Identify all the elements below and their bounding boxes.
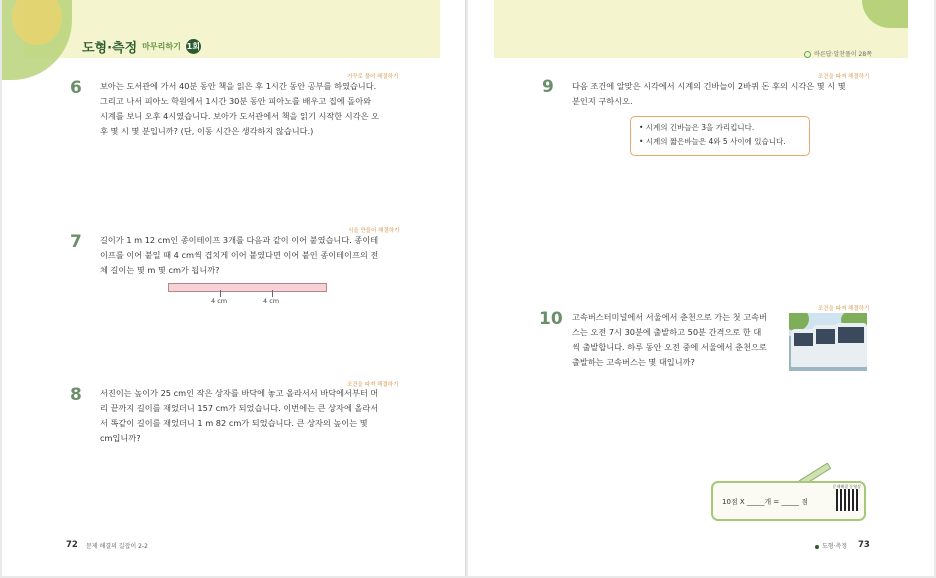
qr-code-icon[interactable] bbox=[836, 489, 858, 511]
problem-tag: 조건을 따져 해결하기 bbox=[818, 74, 870, 80]
problem-number: 9 bbox=[542, 77, 554, 97]
problem-line: 후 몇 시 몇 분입니까? (단, 이동 시간은 생각하지 않습니다.) bbox=[100, 126, 314, 136]
problem-line: 리 끝까지 길이를 재었더니 157 cm가 되었습니다. 이번에는 큰 상자에 올라서 bbox=[100, 403, 379, 413]
problem-line: 다음 조건에 알맞은 시각에서 시계의 긴바늘이 2바퀴 돈 후의 시각은 몇 시 몇 bbox=[572, 81, 846, 91]
answer-reference bbox=[804, 49, 872, 58]
problem-line: 고속버스터미널에서 서울에서 춘천으로 가는 첫 고속버 bbox=[572, 312, 767, 322]
score-box bbox=[711, 481, 866, 521]
problem-line: 이프를 이어 붙일 때 4 cm씩 겹치게 이어 붙였다면 이어 붙인 종이테이프의 전 bbox=[100, 250, 379, 260]
problem-tag: 조건을 따져 해결하기 bbox=[347, 382, 399, 388]
problem-line: 씩 출발합니다. 하루 동안 오전 중에 서울에서 춘천으로 bbox=[572, 342, 767, 352]
problem-line: 그리고 나서 피아노 학원에서 1시간 30분 동안 피아노를 배우고 집에 돌아와 bbox=[100, 96, 372, 106]
problem-text bbox=[572, 79, 846, 109]
problem-line: 길이가 1 m 12 cm인 종이테이프 3개를 다음과 같이 이어 붙였습니다. 종이테 bbox=[100, 235, 379, 245]
problem-text bbox=[100, 79, 379, 139]
problem-text bbox=[100, 233, 378, 278]
overlap-marker bbox=[220, 290, 221, 297]
footer-section-text: 도형·측정 bbox=[822, 543, 848, 550]
problem-line: 서진이는 높이가 25 cm인 작은 상자를 바닥에 놓고 올라서서 바닥에서부터 머 bbox=[100, 388, 379, 398]
bus-shape bbox=[835, 323, 867, 367]
bullet-icon bbox=[815, 545, 819, 549]
paper-tape-diagram bbox=[168, 283, 327, 292]
problem-tag: 거꾸로 풀어 해결하기 bbox=[347, 74, 399, 80]
footer-book-title: 문제 해결의 길잡이 2-2 bbox=[86, 543, 148, 550]
condition-box bbox=[630, 116, 810, 156]
problem-number: 10 bbox=[539, 309, 563, 329]
score-formula: 10점 X _____개 = _____ 점 bbox=[722, 498, 808, 506]
problem-line: 서 똑같이 길이를 재었더니 1 m 82 cm가 되었습니다. 큰 상자의 높이는 몇 bbox=[100, 418, 368, 428]
problem-line: cm입니까? bbox=[100, 433, 141, 443]
problem-tag: 식을 만들어 해결하기 bbox=[348, 228, 400, 234]
section-badge: 1회 bbox=[186, 39, 201, 54]
section-title-text: 도형·측정 bbox=[82, 41, 138, 56]
condition-item: • 시계의 짧은바늘은 4와 5 사이에 있습니다. bbox=[639, 137, 786, 146]
problem-line: 출발하는 고속버스는 몇 대입니까? bbox=[572, 357, 695, 367]
problem-line: 분인지 구하시오. bbox=[572, 96, 633, 106]
overlap-marker bbox=[272, 290, 273, 297]
section-subtitle: 마무리하기 bbox=[142, 42, 181, 51]
overlap-label: 4 cm bbox=[263, 297, 280, 305]
footer-section bbox=[815, 541, 847, 550]
problem-tag: 조건을 따져 해결하기 bbox=[818, 306, 870, 312]
page-number-right: 73 bbox=[858, 540, 870, 550]
problem-text bbox=[100, 386, 378, 446]
problem-number: 8 bbox=[70, 385, 82, 405]
circle-icon bbox=[804, 51, 811, 58]
page-number-left: 72 bbox=[66, 540, 78, 550]
problem-line: 스는 오전 7시 30분에 출발하고 50분 간격으로 한 대 bbox=[572, 327, 762, 337]
problem-number: 6 bbox=[70, 78, 82, 98]
section-title bbox=[82, 37, 201, 56]
problem-line: 체 길이는 몇 m 몇 cm가 됩니까? bbox=[100, 265, 220, 275]
qr-label: 문제해결 동영상 bbox=[832, 484, 861, 489]
problem-line: 시계를 보니 오후 4시였습니다. 보아가 도서관에서 책을 읽기 시작한 시각은 오 bbox=[100, 111, 380, 121]
problem-text bbox=[572, 310, 767, 370]
overlap-label: 4 cm bbox=[211, 297, 228, 305]
bus-terminal-photo bbox=[789, 313, 867, 371]
condition-item: • 시계의 긴바늘은 3을 가리킵니다. bbox=[639, 123, 755, 132]
problem-number: 7 bbox=[70, 232, 82, 252]
answer-reference-text: 바른답·알찬풀이 28쪽 bbox=[814, 51, 872, 58]
problem-line: 보아는 도서관에 가서 40분 동안 책을 읽은 후 1시간 동안 공부를 하였습니다. bbox=[100, 81, 377, 91]
